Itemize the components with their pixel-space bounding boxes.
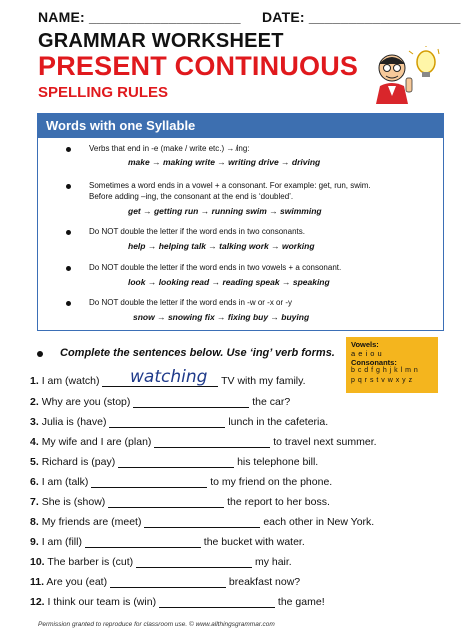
sentence-number: 8. [30, 516, 39, 528]
answer-blank[interactable] [136, 557, 252, 568]
copyright-footer: Permission granted to reproduce for classroom use. © www.allthingsgrammar.com [38, 621, 275, 628]
sentence-prompt: Richard is (pay) [41, 456, 116, 468]
sentence-prompt: Are you (eat) [46, 576, 108, 588]
sentence-5 [30, 456, 318, 468]
rule-5-text: Do NOT double the letter if the word ends in -w or -x or -y [89, 298, 293, 307]
teacher-lightbulb-illustration [366, 46, 440, 104]
bullet-icon [66, 184, 71, 189]
answer-blank[interactable] [85, 537, 201, 548]
sentence-prompt: Why are you (stop) [41, 396, 131, 408]
sample-answer-handwriting: watching [130, 367, 208, 387]
rule-4-text: Do NOT double the letter if the word ends in two vowels + a consonant. [89, 263, 342, 272]
sentence-number: 6. [30, 476, 39, 488]
rule-3-text: Do NOT double the letter if the word ends in two consonants. [89, 227, 305, 236]
sentence-12 [30, 596, 325, 608]
sentence-9 [30, 536, 305, 548]
sentence-prompt: My friends are (meet) [41, 516, 142, 528]
vowels-consonants-box [346, 337, 438, 393]
rule-2-text: Sometimes a word ends in a vowel + a consonant. For example: get, run, swim. [89, 181, 371, 190]
sentence-prompt: My wife and I are (plan) [41, 436, 152, 448]
panel-heading: Words with one Syllable [46, 118, 196, 133]
consonants-label: Consonants: [351, 358, 397, 367]
consonants-row-2: p q r s t v w x y z [351, 377, 413, 384]
sentence-7 [30, 496, 330, 508]
answer-blank[interactable] [108, 497, 224, 508]
bullet-icon [66, 266, 71, 271]
sentence-ending: lunch in the cafeteria. [228, 416, 329, 428]
sentence-ending: his telephone bill. [237, 456, 319, 468]
sentence-prompt: I am (talk) [41, 476, 89, 488]
panel-header [38, 114, 443, 138]
answer-blank[interactable] [144, 517, 260, 528]
sentence-prompt: Julia is (have) [41, 416, 107, 428]
sentence-prompt: I think our team is (win) [47, 596, 157, 608]
rule-1-text: Verbs that end in -e (make / write etc.) → ̸ing: [89, 144, 250, 153]
sentence-ending: breakfast now? [228, 576, 301, 588]
worksheet-topic: PRESENT CONTINUOUS [38, 51, 359, 81]
sentence-ending: my hair. [254, 556, 292, 568]
sentence-ending: the game! [277, 596, 325, 608]
sentence-10 [30, 556, 292, 568]
sentence-number: 10. [30, 556, 45, 568]
rule-2-text-continued: Before adding –ing, the consonant at the end is ‘doubled’. [89, 192, 294, 201]
sentence-prompt: The barber is (cut) [47, 556, 134, 568]
sentence-8 [30, 516, 374, 528]
answer-blank[interactable] [109, 417, 225, 428]
rule-3-examples: help → helping talk → talking work → working [128, 241, 315, 251]
sentence-1 [30, 375, 306, 387]
sentence-4 [30, 436, 377, 448]
vowels-list: a e i o u [351, 349, 383, 358]
sentence-number: 4. [30, 436, 39, 448]
sentence-ending: the report to her boss. [227, 496, 330, 508]
vowels-label: Vowels: [351, 340, 379, 349]
worksheet-title: GRAMMAR WORKSHEET [38, 30, 284, 52]
sentence-number: 1. [30, 375, 39, 387]
rule-1-examples: make → making write → writing drive → driving [128, 157, 321, 167]
sentence-number: 12. [30, 596, 45, 608]
sentence-number: 11. [30, 576, 45, 588]
sentence-2 [30, 396, 290, 408]
answer-blank[interactable] [110, 577, 226, 588]
bullet-icon [66, 230, 71, 235]
sentence-ending: to travel next summer. [273, 436, 377, 448]
answer-blank[interactable] [118, 457, 234, 468]
sentence-3 [30, 416, 328, 428]
sentence-prompt: I am (fill) [41, 536, 82, 548]
answer-blank[interactable] [91, 477, 207, 488]
sentence-ending: TV with my family. [221, 375, 306, 387]
bullet-icon [66, 301, 71, 306]
answer-blank[interactable] [159, 597, 275, 608]
sentence-number: 7. [30, 496, 39, 508]
sentence-6 [30, 476, 332, 488]
rule-2-examples: get → getting run → running swim → swimming [128, 206, 322, 216]
bullet-icon [37, 351, 43, 357]
exercise-instructions: Complete the sentences below. Use ‘ing’ verb forms. [60, 347, 335, 359]
consonants-row-1: b c d f g h j k l m n [351, 367, 419, 374]
sentence-11 [30, 576, 300, 588]
answer-blank[interactable] [102, 376, 218, 387]
date-field-label: DATE: ___________________ [262, 9, 461, 25]
bullet-icon [66, 147, 71, 152]
sentence-number: 5. [30, 456, 39, 468]
sentence-prompt: She is (show) [41, 496, 106, 508]
sentence-number: 3. [30, 416, 39, 428]
sentence-ending: the car? [252, 396, 291, 408]
sentence-number: 2. [30, 396, 39, 408]
answer-blank[interactable] [154, 437, 270, 448]
worksheet-subtopic: SPELLING RULES [38, 84, 169, 101]
answer-blank[interactable] [133, 397, 249, 408]
sentence-number: 9. [30, 536, 39, 548]
sentence-ending: each other in New York. [263, 516, 375, 528]
rule-4-examples: look → looking read → reading speak → speaking [128, 277, 330, 287]
sentence-ending: the bucket with water. [203, 536, 305, 548]
sentence-ending: to my friend on the phone. [210, 476, 333, 488]
sentence-prompt: I am (watch) [41, 375, 100, 387]
rule-5-examples: snow → snowing fix → fixing buy → buying [133, 312, 310, 322]
name-field-label: NAME: ___________________ [38, 9, 241, 25]
spelling-rules-panel [37, 113, 444, 331]
